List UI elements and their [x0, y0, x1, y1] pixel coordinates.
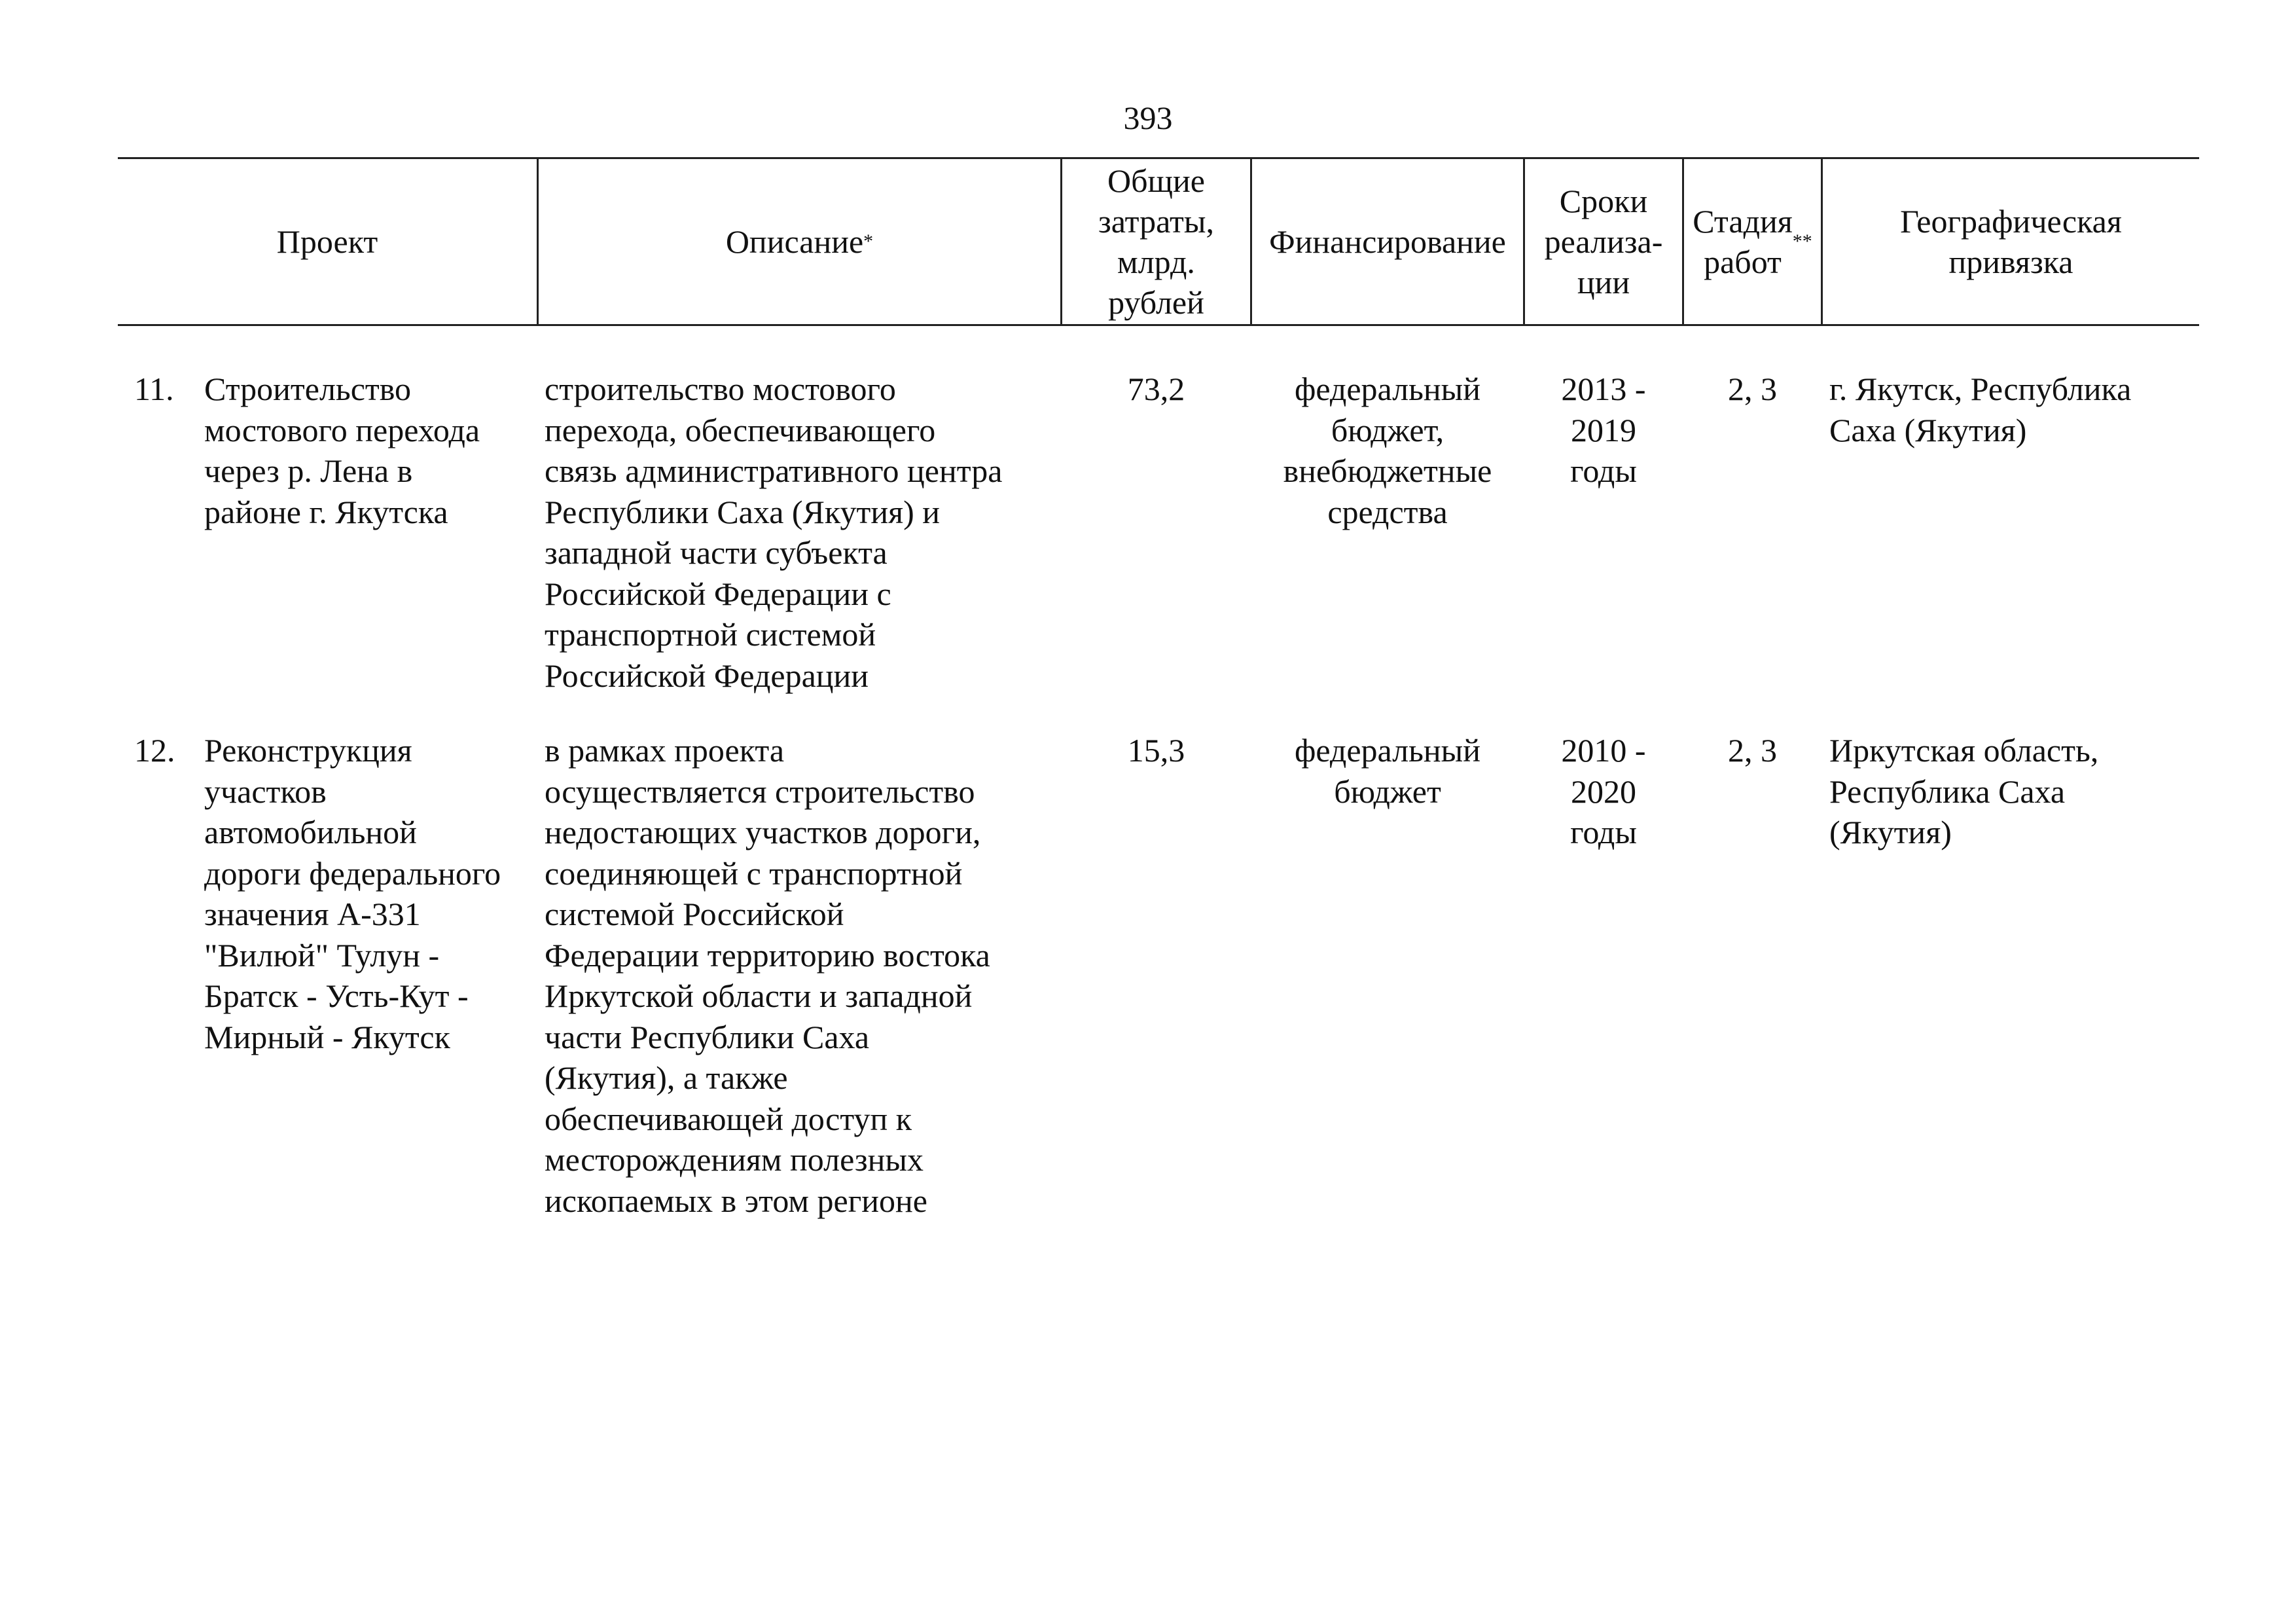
page-number: 393 — [1123, 100, 1173, 136]
row-number: 12. — [134, 732, 175, 769]
row-period: 2013 - 2019 годы — [1561, 371, 1646, 489]
row-description: в рамках проекта осуществляется строительство недостающих участков дороги, соединяющей с транспортной системой Российской Федерации территорию востока Иркутской области и западной части Республики Саха (Якутия), а также обеспечивающей доступ к месторождениям полезных ископаемых в этом регионе — [545, 732, 990, 1219]
row-financing: федеральный бюджет — [1294, 732, 1481, 810]
header-cost: Общие затраты, млрд. рублей — [1062, 159, 1252, 324]
row-financing: федеральный бюджет, внебюджетные средства — [1283, 371, 1492, 530]
row-cost: 73,2 — [1127, 371, 1185, 407]
header-project: Проект — [118, 159, 539, 324]
row-project: Реконструкция участков автомобильной дороги федерального значения А-331 "Вилюй" Тулун - Братск - Усть-Кут - Мирный - Якутск — [204, 732, 501, 1055]
row-project: Строительство мостового перехода через р. Лена в районе г. Якутска — [204, 371, 480, 530]
row-number: 11. — [134, 371, 174, 407]
row-stage: 2, 3 — [1728, 732, 1777, 769]
header-stage-label: Стадия работ — [1693, 203, 1793, 280]
header-stage: Стадия работ ** — [1684, 159, 1823, 324]
header-period: Сроки реализа- ции — [1525, 159, 1684, 324]
table-row — [118, 730, 2199, 1228]
row-geo: г. Якутск, Республика Саха (Якутия) — [1829, 371, 2132, 448]
header-description-label: Описание — [725, 223, 864, 260]
projects-table — [118, 157, 2199, 1228]
header-description: Описание * — [539, 159, 1062, 324]
row-description: строительство мостового перехода, обеспечивающего связь административного центра Республики Саха (Якутия) и западной части субъекта Российской Федерации с транспортной системой Российской Федерации — [545, 371, 1003, 694]
table-header — [118, 157, 2199, 326]
row-stage: 2, 3 — [1728, 371, 1777, 407]
row-geo: Иркутская область, Республика Саха (Якутия) — [1829, 732, 2099, 850]
header-financing: Финансирование — [1252, 159, 1525, 324]
row-period: 2010 - 2020 годы — [1561, 732, 1646, 850]
table-row — [118, 369, 2199, 730]
header-geo: Географическая привязка — [1900, 203, 2122, 280]
row-cost: 15,3 — [1127, 732, 1185, 769]
